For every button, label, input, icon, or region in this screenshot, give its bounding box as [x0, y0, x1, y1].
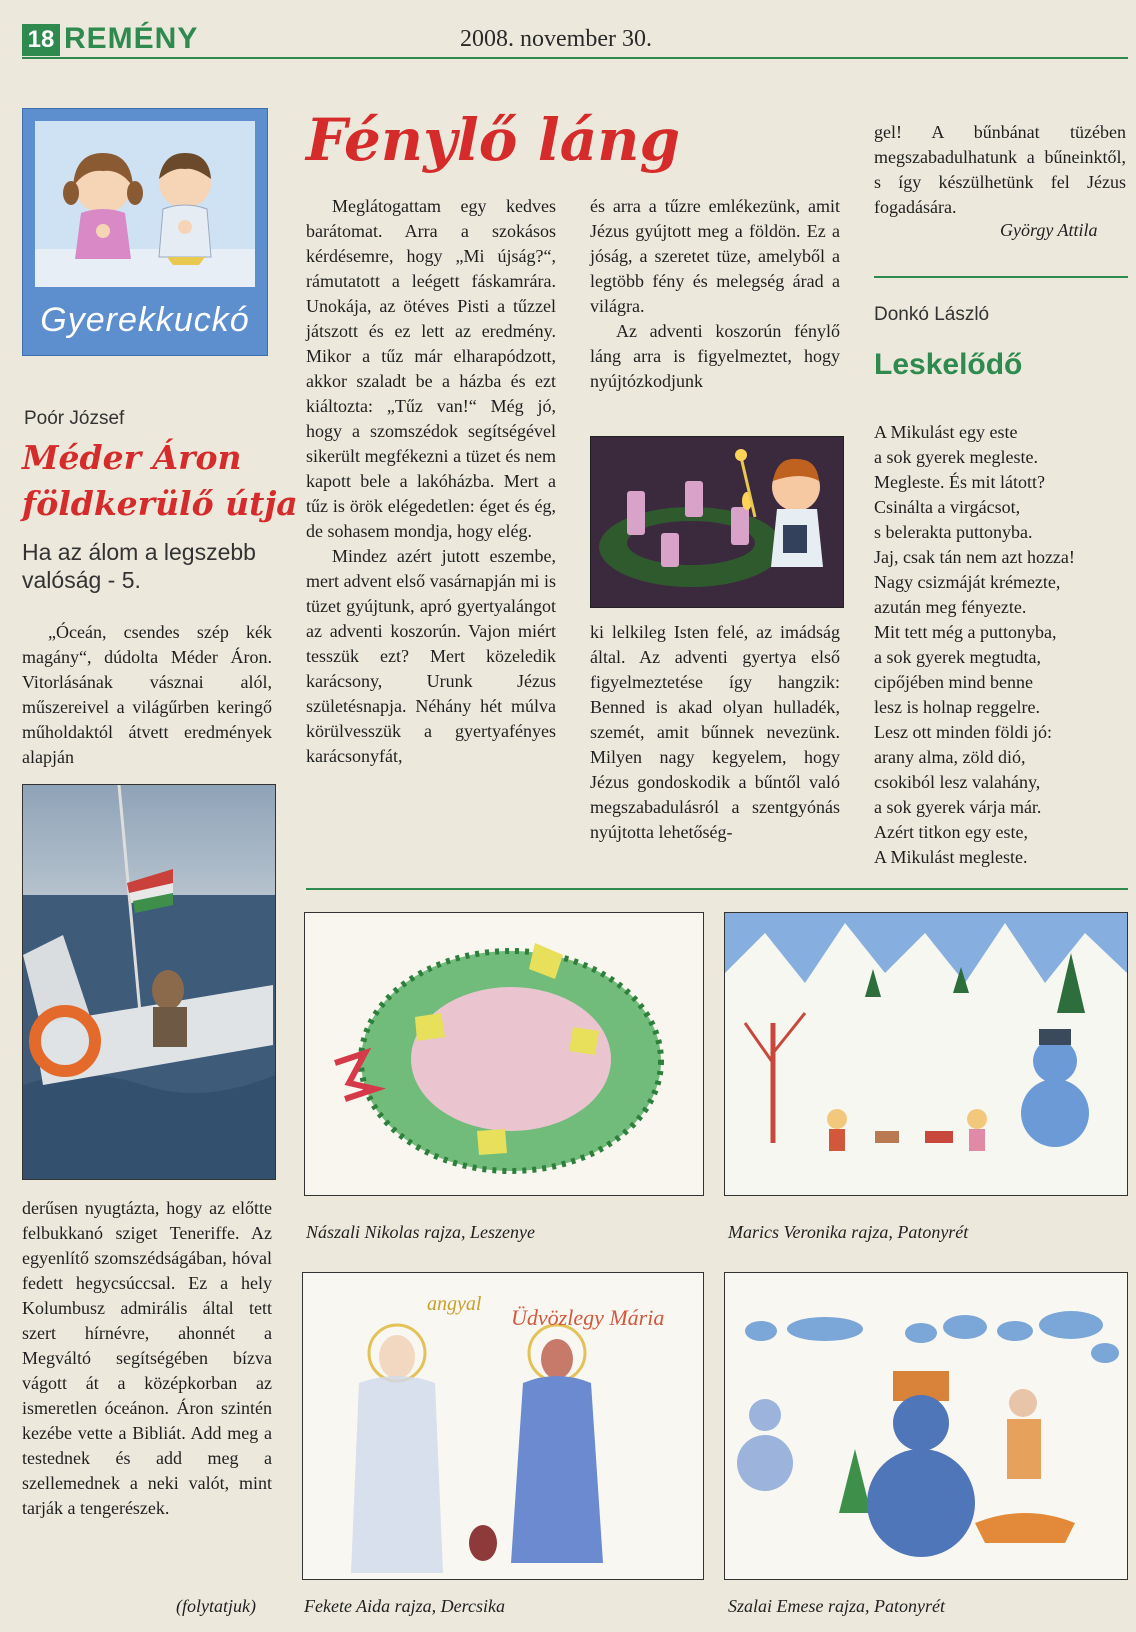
poem-line: arany alma, zöld dió, — [874, 747, 1026, 767]
fenylo-col1 — [306, 194, 556, 769]
drawing-caption: Szalai Emese rajza, Patonyrét — [728, 1596, 945, 1616]
leskelodo-title: Leskelődő — [874, 348, 1023, 381]
poem-line: cipőjében mind benne — [874, 672, 1033, 692]
issue-date: 2008. november 30. — [460, 26, 652, 52]
gyerekkucko-logo — [22, 108, 268, 356]
meder-paragraph-2 — [22, 1196, 272, 1521]
poem-line: A Mikulást egy este — [874, 422, 1018, 442]
poem-line: csokiból lesz valahány, — [874, 772, 1041, 792]
poem-line: Lesz ott minden földi jó: — [874, 722, 1052, 742]
meder-title-line2: földkerülő útja — [22, 484, 298, 523]
gyerekkucko-label: Gyerekkuckó — [40, 301, 250, 339]
meder-subtitle: Ha az álom a legszebb valóság - 5. — [22, 539, 256, 593]
fenylo-col3 — [874, 120, 1126, 220]
fenylo-col2-top — [590, 194, 840, 394]
leskelodo-poem — [874, 420, 1130, 870]
header-rule — [22, 57, 1128, 59]
fenylo-col3-p1: gel! A bűnbánat tüzében megszabadulhatunk a bűneinktől, s így készülhetünk fel Jézus fogadására. — [874, 122, 1126, 217]
meder-author: Poór József — [24, 408, 125, 429]
fenylo-col2-p1: és arra a tűzre emlékezünk, amit Jézus gyújtott meg a földön. Ez a jóság, a szeretet tüze, amelyből a legtöbb fény és melegség árad a világra. — [590, 196, 840, 316]
children-praying-illustration — [23, 109, 267, 299]
page-number: 18 — [22, 24, 60, 56]
poem-line: Azért titkon egy este, — [874, 822, 1028, 842]
poem-line: a sok gyerek megleste. — [874, 447, 1038, 467]
fenylo-col1-p2: Mindez azért jutott eszembe, mert advent első vasárnapján mi is tüzet gyújtunk, apró gyertyalángot az adventi koszorún. Vajon miért tesszük ezt? Mert közeledik karácsony, Urunk Jézus születésnapja. Néhány hét múlva körülvesszük a gyertyafényes karácsonyfát, — [306, 546, 556, 766]
poem-line: Csinálta a virgácsot, — [874, 497, 1021, 517]
paper-name: REMÉNY — [64, 22, 199, 55]
drawing-caption: Nászali Nikolas rajza, Leszenye — [306, 1222, 536, 1242]
poem-line: a sok gyerek megtudta, — [874, 647, 1041, 667]
meder-continued: (folytatjuk) — [176, 1596, 256, 1616]
fenylo-author: György Attila — [1000, 220, 1098, 240]
leskelodo-author: Donkó László — [874, 304, 990, 325]
poem-line: Megleste. És mit látott? — [874, 472, 1045, 492]
drawing-winter-scene — [724, 912, 1128, 1196]
meder-title-line1: Méder Áron — [22, 438, 242, 477]
fenylo-col2-p2: Az adventi koszorún fénylő láng arra is figyelmeztet, hogy nyújtózkodjunk — [590, 321, 840, 391]
poem-line: a sok gyerek várja már. — [874, 797, 1042, 817]
drawing-caption: Fekete Aida rajza, Dercsika — [304, 1596, 505, 1616]
meder-para2-text: derűsen nyugtázta, hogy az előtte felbukkanó sziget Teneriffe. Az egyenlítő szomszédságában, hóval fedett hegycsúccsal. Ez a hely Kolumbusz admirális által tett szert hírnévre, ahonnét a Megváltó segítségében bízva vágott át a középkorban az ismeretlen óceánon. Áron szintén kezébe vette a Bibliát. Add meg a testednek és add meg a szellemednek a neki valót, mint tarják a tengerészek. — [22, 1198, 272, 1518]
meder-para1-text: „Óceán, csendes szép kék magány“, dúdolta Méder Áron. Vitorlásának vásznai alól, műszereivel a világűrben keringő műholdaktól átvett eredmények alapján — [22, 622, 272, 767]
poem-line: azután meg fényezte. — [874, 597, 1027, 617]
fenylo-col2-bottom — [590, 620, 840, 845]
poem-line: Nagy csizmáját krémezte, — [874, 572, 1061, 592]
drawing-text-udvozlegy: Üdvözlegy Mária — [511, 1305, 665, 1330]
section-divider-rule — [306, 888, 1128, 890]
drawing-text-angyal: angyal — [427, 1293, 482, 1315]
poem-line: Mit tett még a puttonyba, — [874, 622, 1057, 642]
sailing-photo — [22, 784, 276, 1180]
drawing-snowmen — [724, 1272, 1128, 1580]
drawing-advent-wreath — [304, 912, 704, 1196]
poem-line: Jaj, csak tán nem azt hozza! — [874, 547, 1075, 567]
fenylo-col1-p1: Meglátogattam egy kedves barátomat. Arra a szokásos kérdésemre, hogy „Mi újság?“, rámutatott a leégett fáskamrára. Unokája, az ötéves Pisti a tűzzel játszott és ez lett az eredmény. Mikor a tűz már elharapódzott, akkor szaladt be a házba és ezt kiáltozta: „Tűz van!“ Még jó, hogy a szomszédok segítségével sikerült megfékezni a tüzet és nem kapott bele a lakóházba. Mert a tűz is örök elégedetlen: éget és ég, de sohasem mondja, hogy elég. — [306, 196, 556, 541]
column-divider-rule — [874, 276, 1128, 278]
meder-paragraph-1 — [22, 620, 272, 770]
poem-line: s belerakta puttonyba. — [874, 522, 1033, 542]
advent-wreath-image — [590, 436, 844, 608]
fenylo-title: Fénylő láng — [306, 106, 681, 174]
drawing-annunciation — [302, 1272, 704, 1580]
drawing-caption: Marics Veronika rajza, Patonyrét — [728, 1222, 969, 1242]
poem-line: A Mikulást megleste. — [874, 847, 1028, 867]
fenylo-col2-p3: ki lelkileg Isten felé, az imádság által. Az adventi gyertya első figyelmeztetése így hangzik: Benned is akad olyan hulladék, szemét, amit bűnnek nevezünk. Milyen nagy kegyelem, hogy Jézus gondoskodik a bűntől való megszabadulásról a szentgyónás nyújtotta lehetőség- — [590, 622, 840, 842]
poem-line: lesz is holnap reggelre. — [874, 697, 1040, 717]
